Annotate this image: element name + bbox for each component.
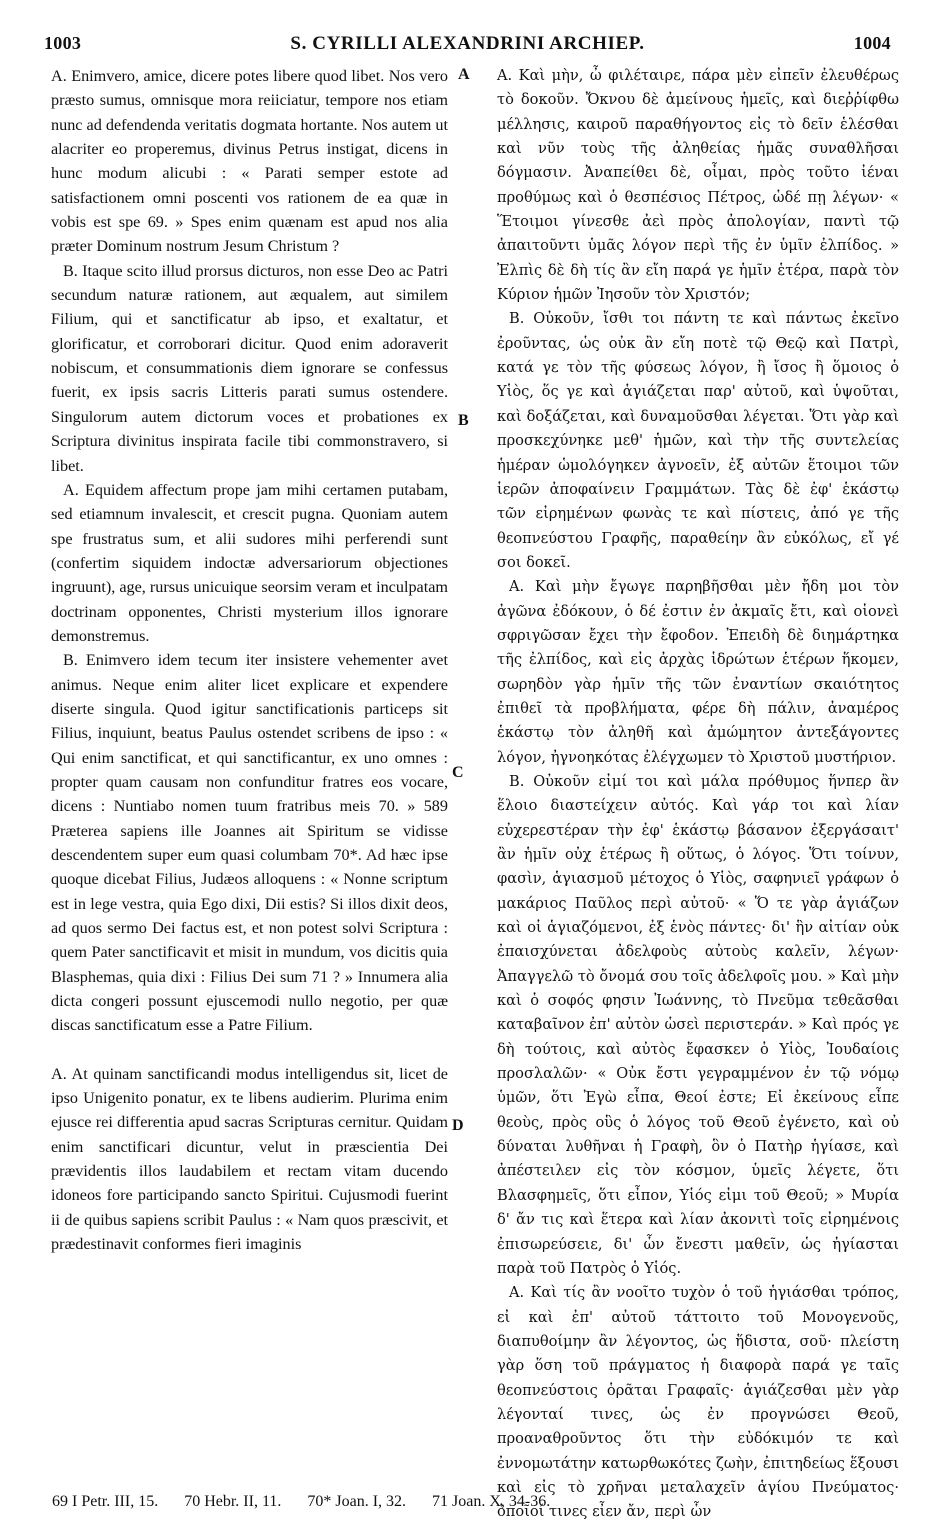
section-marker-b: B (458, 412, 469, 429)
greek-paragraph: B. Οὐκοῦν εἰμί τοι καὶ μάλα πρόθυμος ἥνπερ ἂν ἕλοιο διαστείχειν αὐτός. Καὶ γάρ τοι καὶ λίαν εὐχερεστέραν τὴν ἐφ' ἑκάστῳ βάσανον ἐξεργάσαιτ' ἂν ἡμῖν οὐχ ἑτέρως ἢ οὕτως, ὁ λόγος. Ὅτι τοίνυν, φασὶν, ἁγιασμοῦ μέτοχος ὁ Υἱὸς, σαφηνιεῖ γράφων ὁ μακάριος Παῦλος περὶ αὐτοῦ· « Ὅ τε γὰρ ἁγιάζων καὶ οἱ ἁγιαζόμενοι, ἐξ ἑνὸς πάντες· δι' ἣν αἰτίαν οὐκ ἐπαισχύνεται ἀδελφοὺς αὐτοὺς καλεῖν, λέγων· Ἀπαγγελῶ τὸ ὄνομά σου τοῖς ἀδελφοῖς μου. » Καὶ μὴν καὶ ὁ σοφός φησιν Ἰωάννης, τὸ Πνεῦμα τεθεᾶσθαι καταβαῖνον ἐπ' αὐτὸν ὡσεὶ περιστεράν. » Καὶ πρός γε δὴ τούτοις, καὶ αὐτὸς ἔφασκεν ὁ Υἱὸς, Ἰουδαίοις προσλαλῶν· « Οὐκ ἔστι γεγραμμένον ἐν τῷ νόμῳ ὑμῶν, ὅτι Ἐγὼ εἶπα, Θεοί ἐστε; Εἰ ἐκείνους εἶπε θεοὺς, πρὸς οὓς ὁ λόγος τοῦ Θεοῦ ἐγένετο, καὶ οὐ δύναται λυθῆναι ἡ Γραφὴ, ὃν ὁ Πατὴρ ἡγίασε, καὶ ἀπέστειλεν εἰς τὸν κόσμον, ὑμεῖς λέγετε, ὅτι Βλασφημεῖς, ὅτι εἶπον, Υἱός εἰμι τοῦ Θεοῦ; » Μυρία δ' ἄν τις καὶ ἕτερα καὶ λίαν ἀκονιτὶ τοῖς εἰρημένοις ἐπισωρεύσειε, δι' ὧν ἔνεστι μαθεῖν, ὡς ἡγίασται παρὰ τοῦ Πατρὸς ὁ Υἱός. (497, 772, 899, 1277)
right-page-number: 1004 (853, 33, 891, 53)
footnote: 70* Joan. I, 32. (307, 1493, 407, 1510)
greek-column (497, 64, 899, 1525)
latin-paragraph: B. Itaque scito illud prorsus dicturos, non esse Deo ac Patri secundum naturæ rationem, aut æqualem, aut similem Filium, qui et sanctificatur ab ipso, et exaltatur, et glorificatur, et corroborari dicitur. Quod enim adoraverit nobiscum, et consummationis diem ignorare se confessus fuerit, ex ipsis sacris Litteris parati sumus ostendere. Singulorum autem dictorum voces et probationes ex Scriptura divinitus inspirata facile tibi commonstravero, si libet. (51, 261, 448, 475)
footnote: 71 Joan. X, 34-36. (432, 1493, 551, 1510)
latin-column (51, 64, 448, 1257)
running-title: S. CYRILLI ALEXANDRINI ARCHIEP. (290, 33, 645, 54)
section-marker-a: A (458, 66, 470, 83)
latin-paragraph: A. Enimvero, amice, dicere potes libere quod libet. Nos vero præsto sumus, omnisque mora reiiciatur, tempore nos etiam nunc ad defendenda veritatis dogmata hortante. Nos autem ut alacriter eo properemus, divinus Petrus instigat, dicens in hunc modum alicubi : « Parati semper estote ad satisfactionem omni poscenti vos rationem de ea quæ in vobis est spe 69. » Spes enim quænam est apud nos alia præter Dominum nostrum Jesum Christum ? (51, 67, 448, 256)
section-marker-c: C (452, 764, 464, 781)
footnote: 69 I Petr. III, 15. (52, 1493, 159, 1510)
page-header (44, 33, 891, 57)
left-page-number: 1003 (44, 33, 82, 53)
footnotes (52, 1493, 550, 1511)
greek-paragraph: A. Καὶ μὴν, ὦ φιλέταιρε, πάρα μὲν εἰπεῖν ἐλευθέρως τὸ δοκοῦν. Ὄκνου δὲ ἀμείνους ἡμεῖς, καὶ διεῤῥίφθω μέλλησις, καιροῦ παραθήγοντος εἰς τὸ δεῖν ἑλέσθαι καὶ νῦν τοὺς τῆς ἀληθείας ἡμᾶς συναθλῆσαι δόγμασιν. Ἀναπείθει δὲ, οἶμαι, πρὸς τοῦτο ἰέναι προθύμως καὶ ὁ θεσπέσιος Πέτρος, ὡδέ πῃ λέγων· « Ἕτοιμοι γίνεσθε ἀεὶ πρὸς ἀπολογίαν, παντὶ τῷ ἀπαιτοῦντι ὑμᾶς λόγον περὶ τῆς ἐν ὑμῖν ἐλπίδος. » Ἐλπὶς δὲ δὴ τίς ἂν εἴη παρά γε ἡμῖν ἑτέρα, παρὰ τὸν Κύριον ἡμῶν Ἰησοῦν τὸν Χριστόν; (497, 67, 899, 304)
latin-paragraph: B. Enimvero idem tecum iter insistere vehementer avet animus. Neque enim aliter licet explicare et expendere diserte singula. Quod igitur sanctificationis particeps sit Filius, inquiunt, beatus Paulus ostendet scribens de ipso : « Qui enim sanctificat, et qui sanctificantur, ex uno omnes : propter quam causam non confunditur fratres eos vocare, dicens : Nuntiabo nomen tuum fratribus meis 70. » 589 Præterea sapiens ille Joannes ait Spiritum se vidisse descendentem super eum quasi columbam 70*. Ad hæc ipse quoque dicebat Filius, Judæos alloquens : « Nonne scriptum est in lege vestra, quia Ego dixi, Dii estis? Si illos dixit deos, ad quos sermo Dei factus est, et non potest solvi Scriptura : quem Pater sanctificavit et misit in mundum, vos dicitis quia Blasphemas, quia dixi : Filius Dei sum 71 ? » Innumera alia dicta congeri possunt ejuscemodi nullo negotio, per quæ discas sanctificatum esse a Patre Filium. (51, 651, 448, 1035)
footnote: 70 Hebr. II, 11. (184, 1493, 282, 1510)
greek-paragraph: A. Καὶ τίς ἂν νοοῖτο τυχὸν ὁ τοῦ ἡγιάσθαι τρόπος, εἰ καὶ ἐπ' αὐτοῦ τάττοιτο τοῦ Μονογενοῦς, διαπυθοίμην ἂν λέγοντος, ὡς ἥδιστα, σοῦ· πλείστη γὰρ ὅση τοῦ πράγματος ἡ διαφορὰ παρά γε ταῖς θεοπνεύστοις ὁρᾶται Γραφαῖς· ἁγιάζεσθαι μὲν γὰρ λέγονταί τινες, ὡς ἐν προγνώσει Θεοῦ, προαναθροῦντος ὅτι τὴν εὐδόκιμόν τε καὶ ἐννομωτάτην κατωρθωκότες ζωὴν, ἐπιτηδείως ἕξουσι καὶ εἰς τὸ χρῆναι μεταλαχεῖν ἁγίου Πνεύματος· ὁποῖοί τινες εἶεν ἄν, περὶ ὧν (497, 1284, 899, 1521)
latin-paragraph: A. Equidem affectum prope jam mihi certamen putabam, sed etiamnum invalescit, et crescit pugna. Quoniam autem spe frustratus sum, et alii sudores mihi perferendi sunt (confertim siquidem indoctæ adversariorum objectiones ingruunt), age, rursus unicuique seorsim veram et inculpatam doctrinam opponentes, Christi mysterium illos ignorare demonstremus. (51, 480, 448, 645)
greek-paragraph: A. Καὶ μὴν ἔγωγε παρηβῆσθαι μὲν ἤδη μοι τὸν ἀγῶνα ἐδόκουν, ὁ δέ ἐστιν ἐν ἀκμαῖς ἔτι, καὶ οἱονεὶ σφριγῶσαν ἔχει τὴν ἔφοδον. Ἐπειδὴ δὲ διημάρτηκα τῆς ἐλπίδος, καὶ εἰς ἀρχὰς ἱδρώτων ἑτέρων ἥκομεν, σωρηδὸν γὰρ ἡμῖν τῆς τῶν ἐναντίων σκαιότητος ἐπιθεῖ τὰ προβλήματα, φέρε δὴ πάλιν, ἀναμέρος ἑκάστῳ τὸν ἀληθῆ καὶ ἀμώμητον ἀντεξάγοντες λόγον, ἠγνοηκότας ἐλέγχωμεν τὸ Χριστοῦ μυστήριον. (497, 578, 899, 766)
paragraph-gap (51, 1038, 448, 1062)
greek-paragraph: B. Οὐκοῦν, ἴσθι τοι πάντη τε καὶ πάντως ἐκεῖνο ἐροῦντας, ὡς οὐκ ἂν εἴη ποτὲ τῷ Θεῷ καὶ Πατρὶ, κατά γε τὸν τῆς φύσεως λόγον, ἢ ἴσος ἢ ὅμοιος ὁ Υἱὸς, ὅς γε καὶ ἁγιάζεται παρ' αὐτοῦ, καὶ ὑψοῦται, καὶ δοξάζεται, καὶ δυναμοῦσθαι λέγεται. Ὅτι γὰρ καὶ προσκεχύνηκε μεθ' ἡμῶν, καὶ τὴν τῆς συντελείας ἡμέραν ὡμολόγηκεν ἀγνοεῖν, ἐξ αὐτῶν ἕτοιμοι τῶν ἱερῶν ἀποφαίνειν Γραμμάτων. Τὰς δὲ ἐφ' ἑκάστῳ τῶν εἰρημένων φωνὰς τε καὶ πίστεις, ἀπό γε τῆς θεοπνεύστου Γραφῆς, παραθείην ἂν εὐκόλως, εἴ γέ σοι δοκεῖ. (497, 310, 899, 571)
latin-paragraph: A. At quinam sanctificandi modus intelligendus sit, licet de ipso Unigenito ponatur, ex te libens audierim. Plurima enim ejusce rei differentia apud sacras Scripturas cernitur. Quidam enim sanctificari dicuntur, velut in præscientia Dei prævidentis illos laudabilem et rectam vitam ducendo idoneos fore participando sancto Spiritui. Cujusmodi fuerint ii de quibus sapiens scribit Paulus : « Nam quos præscivit, et prædestinavit conformes fieri imaginis (51, 1064, 448, 1254)
section-marker-d: D (452, 1117, 464, 1134)
